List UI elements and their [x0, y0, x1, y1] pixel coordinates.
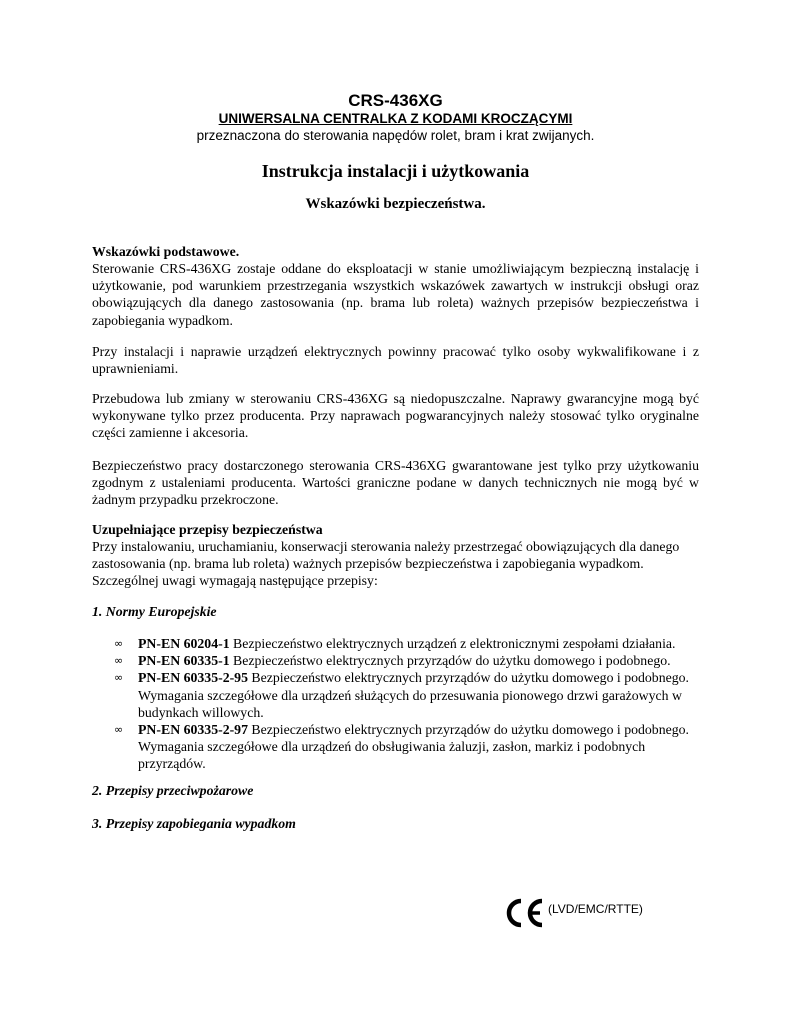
supplementary-heading	[92, 521, 699, 538]
basic-heading-text: Wskazówki podstawowe.	[92, 244, 240, 259]
bullet-icon: ∞	[114, 671, 124, 685]
norm-description: Bezpieczeństwo elektrycznych przyrządów do użytku domowego i podobnego. Wymagania szczegółowe dla urządzeń do obsługiwania żaluzji, zasłon, markiz i podobnych przyrządów.	[138, 722, 689, 772]
basic-paragraph-3: Przebudowa lub zmiany w sterowaniu CRS-436XG są niedopuszczalne. Naprawy gwarancyjne mogą być wykonywane tylko przez producenta. Przy naprawach pogwarancyjnych należy stosować tylko oryginalne części zamienne i akcesoria.	[92, 391, 699, 441]
section-accident: 3. Przepisy zapobiegania wypadkom	[92, 816, 296, 831]
norm-item	[92, 669, 702, 721]
norm-description: Bezpieczeństwo elektrycznych przyrządów do użytku domowego i podobnego. Wymagania szczegółowe dla urządzeń służących do przesuwania pionowego drzwi garażowych w budynkach willowych.	[138, 670, 689, 720]
supplementary-heading-text: Uzupełniające przepisy bezpieczeństwa	[92, 522, 323, 537]
norm-description: Bezpieczeństwo elektrycznych przyrządów do użytku domowego i podobnego.	[229, 653, 671, 669]
basic-guidelines-heading	[92, 243, 699, 260]
norm-code: PN-EN 60335-2-97	[138, 722, 248, 738]
norm-code: PN-EN 60204-1	[138, 636, 230, 651]
norm-code: PN-EN 60335-1	[138, 653, 230, 669]
product-title: CRS-436XG	[348, 91, 443, 110]
basic-paragraph-2: Przy instalacji i naprawie urządzeń elektrycznych powinny pracować tylko osoby wykwalifikowane i z uprawnieniami.	[92, 344, 699, 377]
safety-heading: Wskazówki bezpieczeństwa.	[305, 196, 486, 212]
section-fire: 2. Przepisy przeciwpożarowe	[92, 783, 254, 798]
basic-paragraph-1: Sterowanie CRS-436XG zostaje oddane do eksploatacji w stanie umożliwiającym bezpieczną instalację i użytkowanie, pod warunkiem przestrzegania wszystkich wskazówek zawartych w instrukcji obsługi oraz obowiązujących dla danego zastosowania (np. brama lub roleta) ważnych przepisów bezpieczeństwa i zapobiegania wypadkom.	[92, 261, 699, 328]
bullet-icon: ∞	[114, 637, 124, 650]
bullet-icon: ∞	[114, 654, 124, 668]
norm-item	[92, 721, 702, 773]
document-heading: Instrukcja instalacji i użytkowania	[261, 161, 530, 181]
norm-item	[92, 635, 702, 652]
product-subtitle: UNIWERSALNA CENTRALKA Z KODAMI KROCZĄCYMI	[218, 111, 573, 126]
norm-description: Bezpieczeństwo elektrycznych urządzeń z elektronicznymi zespołami działania.	[229, 636, 676, 651]
norm-item	[92, 652, 702, 669]
bullet-icon: ∞	[114, 723, 124, 737]
basic-paragraph-4: Bezpieczeństwo pracy dostarczonego sterowania CRS-436XG gwarantowane jest tylko przy użytkowaniu zgodnym z ustaleniami producenta. Wartości graniczne podane w danych technicznych nie mogą być w żadnym przypadku przekroczone.	[92, 458, 699, 508]
section-norms: 1. Normy Europejskie	[92, 604, 217, 619]
ce-mark-icon	[506, 897, 546, 929]
norm-code: PN-EN 60335-2-95	[138, 670, 248, 686]
norms-list	[92, 635, 702, 773]
certification-label: (LVD/EMC/RTTE)	[548, 902, 643, 916]
product-purpose: przeznaczona do sterowania napędów rolet, bram i krat zwijanych.	[196, 128, 595, 143]
supplementary-paragraph: Przy instalowaniu, uruchamianiu, konserwacji sterowania należy przestrzegać obowiązujących dla danego zastosowania (np. brama lub roleta) ważnych przepisów bezpieczeństwa i zapobiegania wypadkom. Szczególnej uwagi wymagają następujące przepisy:	[92, 539, 680, 589]
